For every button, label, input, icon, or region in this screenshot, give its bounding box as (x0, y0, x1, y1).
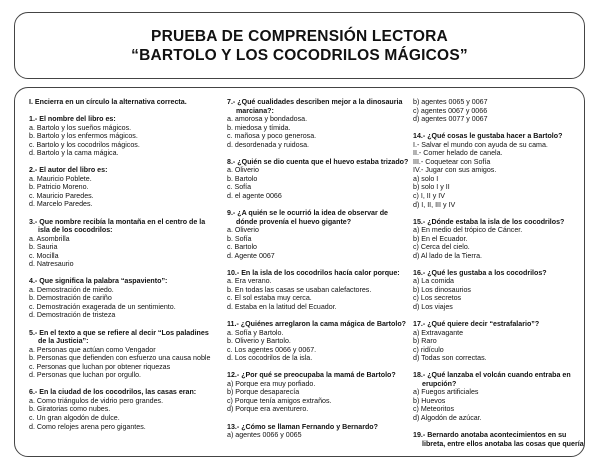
question-block (29, 115, 214, 158)
column-1 (29, 98, 214, 440)
answer-option[interactable]: c. mañosa y poco generosa. (227, 132, 317, 141)
title-line-2: “BARTOLO Y LOS COCODRILOS MÁGICOS” (131, 46, 468, 64)
answer-option[interactable]: c) Porque tenía amigos extraños. (227, 396, 332, 405)
question-block (227, 371, 409, 414)
answer-option[interactable]: b. Giratorias como nubes. (29, 405, 111, 414)
answer-option[interactable]: a. Mauricio Poblete. (29, 174, 92, 183)
answer-option[interactable]: a) La comida (413, 277, 455, 286)
answer-option[interactable]: b) agentes 0065 y 0067 (413, 98, 488, 106)
answer-option[interactable]: d) Al lado de la Tierra. (413, 251, 483, 260)
answer-option[interactable]: b) Huevos (413, 396, 446, 405)
answer-option[interactable]: d. Como relojes arena pero gigantes. (29, 422, 146, 431)
question-block (413, 320, 591, 363)
answer-option[interactable]: b) solo I y II (413, 183, 450, 192)
question-block (29, 329, 214, 380)
answer-option[interactable]: b. Personas que defienden con esfuerzo una causa noble (29, 354, 211, 363)
question-text: 15.- ¿Dónde estaba la isla de los cocodrilos? (413, 217, 565, 226)
title-box (14, 12, 585, 79)
answer-option[interactable]: b) Raro (413, 337, 437, 346)
answer-option[interactable]: c. Bartolo (227, 243, 257, 252)
question-text: 19.- Bernardo anotaba acontecimientos en su libreta, entre ellos anotaba las cosas que quería (413, 431, 584, 448)
answer-option[interactable]: c. Mocilla (29, 251, 59, 260)
answer-option[interactable]: a. Oliverio (227, 166, 259, 175)
question-block (29, 388, 214, 431)
answer-option[interactable]: b. Demostración de cariño (29, 294, 112, 303)
answer-option[interactable]: c. Demostración exagerada de un sentimiento. (29, 302, 176, 311)
answer-option[interactable]: c. Bartolo y los cocodrilos mágicos. (29, 140, 140, 149)
answer-option[interactable]: c. Un gran algodón de dulce. (29, 413, 120, 422)
answer-option[interactable]: I.- Salvar el mundo con ayuda de su cama. (413, 140, 548, 149)
question-block (413, 431, 591, 448)
question-block (227, 423, 409, 440)
question-text: 9.- ¿A quién se le ocurrió la idea de observar de dónde provenía el huevo gigante? (227, 209, 388, 226)
answer-option[interactable]: a. Era verano. (227, 277, 272, 286)
answer-option[interactable]: d. Personas que luchan por orgullo. (29, 371, 141, 380)
answer-option[interactable]: II.- Comer helado de canela. (413, 149, 503, 158)
answer-option[interactable]: c. El sol estaba muy cerca. (227, 294, 312, 303)
question-text: 1.- El nombre del libro es: (29, 115, 116, 124)
question-text: 8.- ¿Quién se dio cuenta que el huevo estaba trizado? (227, 157, 409, 166)
answer-option[interactable]: b) Porque desaparecía (227, 388, 300, 397)
question-block (29, 166, 214, 209)
question-block (227, 269, 409, 312)
question-text: 17.- ¿Qué quiere decir “estrafalario”? (413, 320, 540, 329)
answer-option[interactable]: a. Bartolo y los sueños mágicos. (29, 123, 132, 132)
answer-option[interactable]: III.- Coquetear con Sofía (413, 157, 491, 166)
answer-option[interactable]: b. Bartolo y los enfermos mágicos. (29, 132, 138, 141)
answer-option[interactable]: c. Mauricio Paredes. (29, 191, 94, 200)
question-block (227, 158, 409, 201)
question-block (413, 98, 591, 124)
title-line-1: PRUEBA DE COMPRENSIÓN LECTORA (151, 27, 448, 45)
question-text: 2.- El autor del libro es: (29, 166, 108, 175)
question-text: 13.- ¿Cómo se llaman Fernando y Bernardo? (227, 422, 378, 431)
answer-option[interactable]: d) Los viajes (413, 302, 453, 311)
answer-option[interactable]: a) Fuegos artificiales (413, 388, 479, 397)
answer-option[interactable]: c) agentes 0067 y 0066 (413, 106, 488, 115)
question-text: 6.- En la ciudad de los cocodrilos, las casas eran: (29, 388, 197, 397)
answer-option[interactable]: d. Demostración de tristeza (29, 311, 116, 320)
answer-option[interactable]: d) I, II, III y IV (413, 200, 456, 209)
question-text: 5.- En el texto a que se refiere al decir “Los paladines de la Justicia”: (29, 328, 209, 346)
answer-option[interactable]: c) Meteoritos (413, 405, 454, 414)
answer-option[interactable]: a. amorosa y bondadosa. (227, 115, 308, 124)
answer-option[interactable]: d. Marcelo Paredes. (29, 200, 93, 209)
question-text: 10.- En la isla de los cocodrilos hacía calor porque: (227, 268, 400, 277)
answer-option[interactable]: d. el agente 0066 (227, 191, 282, 200)
answer-option[interactable]: a) En medio del trópico de Cáncer. (413, 226, 523, 235)
question-block (227, 209, 409, 260)
answer-option[interactable]: a) agentes 0066 y 0065 (227, 431, 302, 440)
answer-option[interactable]: a. Oliverio (227, 226, 259, 235)
question-text: 18.- ¿Qué lanzaba el volcán cuando entraba en erupción? (413, 371, 571, 388)
question-block (29, 277, 214, 320)
answer-option[interactable]: d. Natresaurio (29, 260, 74, 269)
instructions: I. Encierra en un círculo la alternativa correcta. (29, 98, 187, 106)
question-text: 12.- ¿Por qué se preocupaba la mamá de Bartolo? (227, 371, 396, 380)
answer-option[interactable]: c. Los agentes 0066 y 0067. (227, 345, 317, 354)
answer-option[interactable]: b. Oliverio y Bartolo. (227, 337, 291, 346)
question-block (413, 218, 591, 261)
answer-option[interactable]: IV.- Jugar con sus amigos. (413, 166, 497, 175)
answer-option[interactable]: c) I, II y IV (413, 191, 445, 200)
question-block (29, 218, 214, 269)
answer-option[interactable]: c. Personas que luchan por obtener riquezas (29, 362, 171, 371)
question-text: 4.- Que significa la palabra “aspaviento”: (29, 277, 168, 286)
answer-option[interactable]: d) Todas son correctas. (413, 354, 487, 363)
question-text: 3.- Que nombre recibía la montaña en el centro de la isla de los cocodrilos: (29, 217, 206, 235)
answer-option[interactable]: a) solo I (413, 174, 439, 183)
answer-option[interactable]: b. miedosa y tímida. (227, 123, 291, 132)
answer-option[interactable]: b) Los dinosaurios (413, 285, 471, 294)
answer-option[interactable]: c. Sofía (227, 183, 252, 192)
question-text: 16.- ¿Qué les gustaba a los cocodrilos? (413, 268, 547, 277)
question-block (413, 132, 591, 209)
question-block (227, 98, 409, 149)
answer-option[interactable]: d) Algodón de azúcar. (413, 414, 482, 422)
question-text: 7.- ¿Qué cualidades describen mejor a la dinosauria marciana?: (227, 98, 403, 115)
answer-option[interactable]: c) Los secretos (413, 294, 462, 303)
answer-option[interactable]: a. Personas que actúan como Vengador (29, 345, 156, 354)
question-text: 14.- ¿Qué cosas le gustaba hacer a Bartolo? (413, 132, 563, 141)
answer-option[interactable]: d) agentes 0077 y 0067 (413, 115, 488, 124)
questions-box (14, 87, 585, 457)
answer-option[interactable]: d. Los cocodrilos de la isla. (227, 354, 313, 363)
question-text: 11.- ¿Quiénes arreglaron la cama mágica de Bartolo? (227, 320, 406, 329)
answer-option[interactable]: a. Como triángulos de vidrio pero grandes. (29, 396, 164, 405)
column-3 (413, 98, 591, 457)
question-block (413, 371, 591, 422)
answer-option[interactable]: b) En el Ecuador. (413, 234, 468, 243)
answer-option[interactable]: d. desordenada y ruidosa. (227, 140, 310, 149)
answer-option[interactable]: c) Cerca del cielo. (413, 243, 470, 252)
answer-option[interactable]: b. Bartolo (227, 174, 258, 183)
answer-option[interactable]: d. Bartolo y la cama mágica. (29, 149, 119, 158)
question-block (413, 269, 591, 312)
question-block (227, 320, 409, 363)
answer-option[interactable]: b. Sauria (29, 243, 58, 252)
answer-option[interactable]: a. Asombrilla (29, 234, 70, 243)
answer-option[interactable]: d. Agente 0067 (227, 251, 275, 260)
answer-option[interactable]: a) Porque era muy porfiado. (227, 379, 316, 388)
answer-option[interactable]: a) Extravagante (413, 328, 464, 337)
answer-option[interactable]: d. Estaba en la latitud del Ecuador. (227, 302, 337, 311)
answer-option[interactable]: b. En todas las casas se usaban calefactores. (227, 285, 372, 294)
answer-option[interactable]: b. Patricio Moreno. (29, 183, 89, 192)
column-2 (227, 98, 409, 448)
answer-option[interactable]: a. Demostración de miedo. (29, 285, 114, 294)
answer-option[interactable]: a. Sofía y Bartolo. (227, 328, 284, 337)
answer-option[interactable]: d) Porque era aventurero. (227, 405, 309, 414)
answer-option[interactable]: b. Sofía (227, 234, 252, 243)
answer-option[interactable]: c) ridículo (413, 345, 444, 354)
